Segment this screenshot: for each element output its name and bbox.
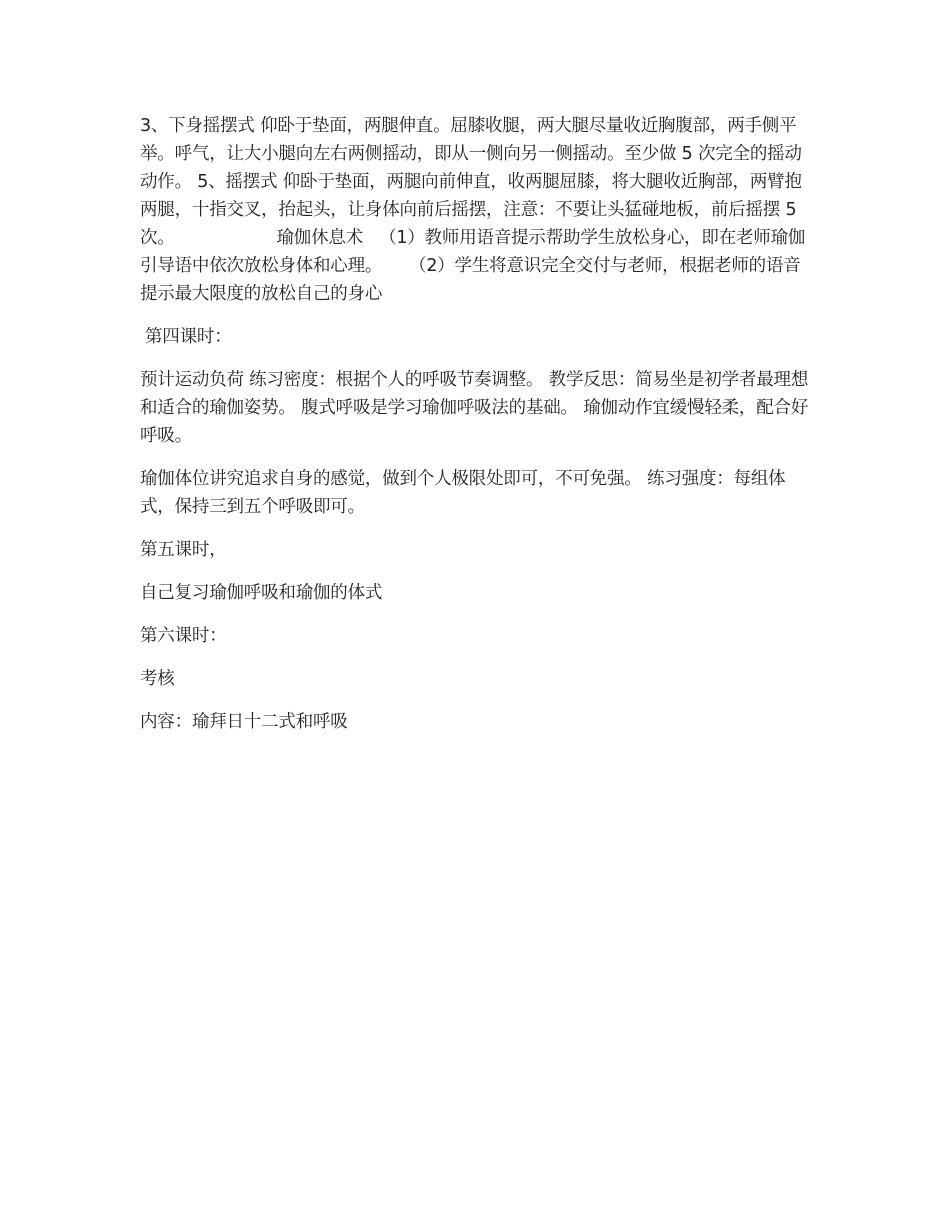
- paragraph-assessment: 考核: [140, 669, 175, 689]
- heading-lesson-5: 第五课时，: [140, 540, 227, 560]
- paragraph-self-review: 自己复习瑜伽呼吸和瑜伽的体式: [140, 583, 383, 603]
- document-body: [140, 112, 812, 751]
- heading-lesson-4: 第四课时：: [145, 327, 232, 347]
- paragraph-yoga-intensity: 瑜伽体位讲究追求自身的感觉，做到个人极限处即可，不可免强。 练习强度：每组体式，保持三到五个呼吸即可。: [140, 469, 786, 517]
- paragraph-exercise-load: 预计运动负荷 练习密度：根据个人的呼吸节奏调整。 教学反思：简易坐是初学者最理想和适合的瑜伽姿势。 腹式呼吸是学习瑜伽呼吸法的基础。 瑜伽动作宜缓慢轻柔，配合好呼吸。: [140, 370, 809, 446]
- heading-lesson-6: 第六课时：: [140, 626, 227, 646]
- paragraph-assessment-content: 内容：瑜拜日十二式和呼吸: [140, 712, 348, 732]
- paragraph-yoga-poses: 3、下身摇摆式 仰卧于垫面，两腿伸直。屈膝收腿，两大腿尽量收近胸腹部，两手侧平举。呼气，让大小腿向左右两侧摇动，即从一侧向另一侧摇动。至少做 5 次完全的摇动动作。 5、摇摆式 仰卧于垫面，两腿向前伸直，收两腿屈膝，将大腿收近胸部，两臂抱两腿，十指交叉，抬起头，让身体向前后摇摆，注意：不要让头猛碰地板，前后摇摆 5 次。 瑜伽休息术 （1）教师用语音提示帮助学生放松身心，即在老师瑜伽引导语中依次放松身体和心理。 （2）学生将意识完全交付与老师，根据老师的语音提示最大限度的放松自己的身心: [140, 116, 806, 304]
